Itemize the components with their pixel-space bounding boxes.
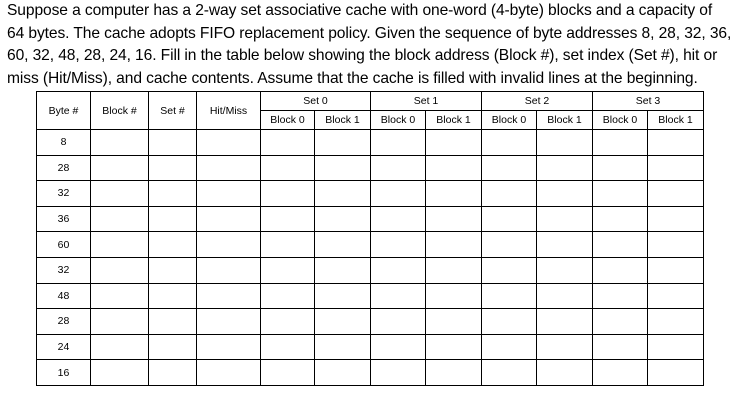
- set1-block0-cell[interactable]: [371, 232, 426, 258]
- set0-block0-cell[interactable]: [261, 232, 315, 258]
- set2-block1-cell[interactable]: [537, 130, 593, 156]
- set-number-cell[interactable]: [149, 181, 197, 207]
- byte-address-cell: 8: [37, 130, 91, 156]
- set3-block0-cell[interactable]: [593, 155, 648, 181]
- byte-address-cell: 28: [37, 155, 91, 181]
- block-number-cell[interactable]: [91, 232, 149, 258]
- block-number-cell[interactable]: [91, 206, 149, 232]
- set3-block0-cell[interactable]: [593, 283, 648, 309]
- set1-block0-cell[interactable]: [371, 181, 426, 207]
- set-number-cell[interactable]: [149, 283, 197, 309]
- set1-block0-cell[interactable]: [371, 283, 426, 309]
- header-set2-block1: Block 1: [537, 111, 593, 130]
- set1-block0-cell[interactable]: [371, 309, 426, 335]
- header-set-3: Set 3: [593, 92, 704, 111]
- set0-block1-cell[interactable]: [315, 360, 371, 386]
- set3-block1-cell[interactable]: [648, 181, 704, 207]
- block-number-cell[interactable]: [91, 360, 149, 386]
- hit-miss-cell[interactable]: [197, 206, 261, 232]
- set3-block1-cell[interactable]: [648, 334, 704, 360]
- block-number-cell[interactable]: [91, 181, 149, 207]
- set3-block1-cell[interactable]: [648, 283, 704, 309]
- set2-block0-cell[interactable]: [482, 155, 537, 181]
- set1-block1-cell[interactable]: [426, 155, 482, 181]
- set3-block1-cell[interactable]: [648, 130, 704, 156]
- set3-block0-cell[interactable]: [593, 130, 648, 156]
- header-set-number: Set #: [149, 92, 197, 130]
- set-number-cell[interactable]: [149, 206, 197, 232]
- set2-block0-cell[interactable]: [482, 334, 537, 360]
- set-number-cell[interactable]: [149, 257, 197, 283]
- set0-block1-cell[interactable]: [315, 181, 371, 207]
- set1-block1-cell[interactable]: [426, 181, 482, 207]
- byte-address-cell: 28: [37, 309, 91, 335]
- set1-block0-cell[interactable]: [371, 130, 426, 156]
- header-set2-block0: Block 0: [482, 111, 537, 130]
- set2-block1-cell[interactable]: [537, 206, 593, 232]
- set-number-cell[interactable]: [149, 130, 197, 156]
- byte-address-cell: 32: [37, 257, 91, 283]
- table-row: [37, 232, 704, 258]
- set2-block0-cell[interactable]: [482, 257, 537, 283]
- header-set-1: Set 1: [371, 92, 482, 111]
- set0-block1-cell[interactable]: [315, 155, 371, 181]
- hit-miss-cell[interactable]: [197, 130, 261, 156]
- hit-miss-cell[interactable]: [197, 257, 261, 283]
- set-number-cell[interactable]: [149, 232, 197, 258]
- set3-block0-cell[interactable]: [593, 181, 648, 207]
- header-set1-block1: Block 1: [426, 111, 482, 130]
- table-row: [37, 257, 704, 283]
- set3-block0-cell[interactable]: [593, 206, 648, 232]
- set3-block1-cell[interactable]: [648, 360, 704, 386]
- set3-block0-cell[interactable]: [593, 360, 648, 386]
- set-number-cell[interactable]: [149, 360, 197, 386]
- table-header-row: [37, 92, 704, 111]
- set0-block1-cell[interactable]: [315, 130, 371, 156]
- header-byte: Byte #: [37, 92, 91, 130]
- set2-block1-cell[interactable]: [537, 181, 593, 207]
- header-set3-block1: Block 1: [648, 111, 704, 130]
- set3-block0-cell[interactable]: [593, 309, 648, 335]
- table-row: [37, 283, 704, 309]
- set0-block0-cell[interactable]: [261, 155, 315, 181]
- set3-block0-cell[interactable]: [593, 257, 648, 283]
- set1-block0-cell[interactable]: [371, 360, 426, 386]
- table-row: [37, 334, 704, 360]
- set0-block0-cell[interactable]: [261, 181, 315, 207]
- block-number-cell[interactable]: [91, 309, 149, 335]
- problem-line-4: miss (Hit/Miss), and cache contents. Assume that the cache is filled with invalid lines at the beginning.: [7, 69, 698, 87]
- set1-block1-cell[interactable]: [426, 206, 482, 232]
- set2-block0-cell[interactable]: [482, 283, 537, 309]
- set3-block0-cell[interactable]: [593, 232, 648, 258]
- set1-block0-cell[interactable]: [371, 334, 426, 360]
- table-body: [37, 130, 704, 386]
- hit-miss-cell[interactable]: [197, 360, 261, 386]
- hit-miss-cell[interactable]: [197, 334, 261, 360]
- byte-address-cell: 16: [37, 360, 91, 386]
- byte-address-cell: 24: [37, 334, 91, 360]
- hit-miss-cell[interactable]: [197, 232, 261, 258]
- set-number-cell[interactable]: [149, 334, 197, 360]
- set0-block0-cell[interactable]: [261, 257, 315, 283]
- set1-block1-cell[interactable]: [426, 360, 482, 386]
- set1-block0-cell[interactable]: [371, 155, 426, 181]
- set1-block1-cell[interactable]: [426, 309, 482, 335]
- set2-block1-cell[interactable]: [537, 257, 593, 283]
- hit-miss-cell[interactable]: [197, 155, 261, 181]
- set2-block1-cell[interactable]: [537, 232, 593, 258]
- block-number-cell[interactable]: [91, 334, 149, 360]
- set0-block0-cell[interactable]: [261, 334, 315, 360]
- set2-block1-cell[interactable]: [537, 155, 593, 181]
- set3-block0-cell[interactable]: [593, 334, 648, 360]
- table-row: [37, 181, 704, 207]
- set0-block0-cell[interactable]: [261, 206, 315, 232]
- block-number-cell[interactable]: [91, 283, 149, 309]
- header-set-2: Set 2: [482, 92, 593, 111]
- set3-block1-cell[interactable]: [648, 232, 704, 258]
- set2-block1-cell[interactable]: [537, 309, 593, 335]
- set2-block0-cell[interactable]: [482, 181, 537, 207]
- set1-block0-cell[interactable]: [371, 257, 426, 283]
- block-number-cell[interactable]: [91, 257, 149, 283]
- table-row: [37, 360, 704, 386]
- table-row: [37, 130, 704, 156]
- table-row: [37, 309, 704, 335]
- hit-miss-cell[interactable]: [197, 181, 261, 207]
- set0-block1-cell[interactable]: [315, 232, 371, 258]
- set2-block1-cell[interactable]: [537, 360, 593, 386]
- set2-block0-cell[interactable]: [482, 206, 537, 232]
- set3-block1-cell[interactable]: [648, 309, 704, 335]
- header-hit-miss: Hit/Miss: [197, 92, 261, 130]
- set1-block1-cell[interactable]: [426, 334, 482, 360]
- set1-block0-cell[interactable]: [371, 206, 426, 232]
- table-row: [37, 206, 704, 232]
- block-number-cell[interactable]: [91, 155, 149, 181]
- set3-block1-cell[interactable]: [648, 257, 704, 283]
- problem-line-3: 60, 32, 48, 28, 24, 16. Fill in the table below showing the block address (Block #), set index (Set #), hit or: [7, 47, 718, 64]
- set0-block1-cell[interactable]: [315, 283, 371, 309]
- set1-block1-cell[interactable]: [426, 232, 482, 258]
- set3-block1-cell[interactable]: [648, 155, 704, 181]
- cache-trace-table: [36, 91, 704, 386]
- set0-block1-cell[interactable]: [315, 334, 371, 360]
- set1-block1-cell[interactable]: [426, 130, 482, 156]
- set2-block0-cell[interactable]: [482, 130, 537, 156]
- problem-statement: [7, 0, 749, 90]
- set0-block1-cell[interactable]: [315, 206, 371, 232]
- header-set3-block0: Block 0: [593, 111, 648, 130]
- header-block-number: Block #: [91, 92, 149, 130]
- set0-block1-cell[interactable]: [315, 257, 371, 283]
- byte-address-cell: 48: [37, 283, 91, 309]
- header-set0-block1: Block 1: [315, 111, 371, 130]
- header-set-0: Set 0: [261, 92, 371, 111]
- set0-block0-cell[interactable]: [261, 283, 315, 309]
- hit-miss-cell[interactable]: [197, 309, 261, 335]
- set2-block1-cell[interactable]: [537, 283, 593, 309]
- set2-block0-cell[interactable]: [482, 309, 537, 335]
- set3-block1-cell[interactable]: [648, 206, 704, 232]
- problem-line-1: Suppose a computer has a 2-way set associative cache with one-word (4-byte) blocks and a capacity of: [7, 2, 713, 19]
- block-number-cell[interactable]: [91, 130, 149, 156]
- set2-block1-cell[interactable]: [537, 334, 593, 360]
- byte-address-cell: 32: [37, 181, 91, 207]
- hit-miss-cell[interactable]: [197, 283, 261, 309]
- header-set0-block0: Block 0: [261, 111, 315, 130]
- table-row: [37, 155, 704, 181]
- byte-address-cell: 36: [37, 206, 91, 232]
- set2-block0-cell[interactable]: [482, 360, 537, 386]
- byte-address-cell: 60: [37, 232, 91, 258]
- set0-block0-cell[interactable]: [261, 309, 315, 335]
- set0-block0-cell[interactable]: [261, 360, 315, 386]
- set-number-cell[interactable]: [149, 155, 197, 181]
- set1-block1-cell[interactable]: [426, 283, 482, 309]
- set2-block0-cell[interactable]: [482, 232, 537, 258]
- problem-line-2: 64 bytes. The cache adopts FIFO replacement policy. Given the sequence of byte addresses 8, 28, 32, 36,: [7, 24, 732, 42]
- set-number-cell[interactable]: [149, 309, 197, 335]
- set0-block0-cell[interactable]: [261, 130, 315, 156]
- header-set1-block0: Block 0: [371, 111, 426, 130]
- set1-block1-cell[interactable]: [426, 257, 482, 283]
- set0-block1-cell[interactable]: [315, 309, 371, 335]
